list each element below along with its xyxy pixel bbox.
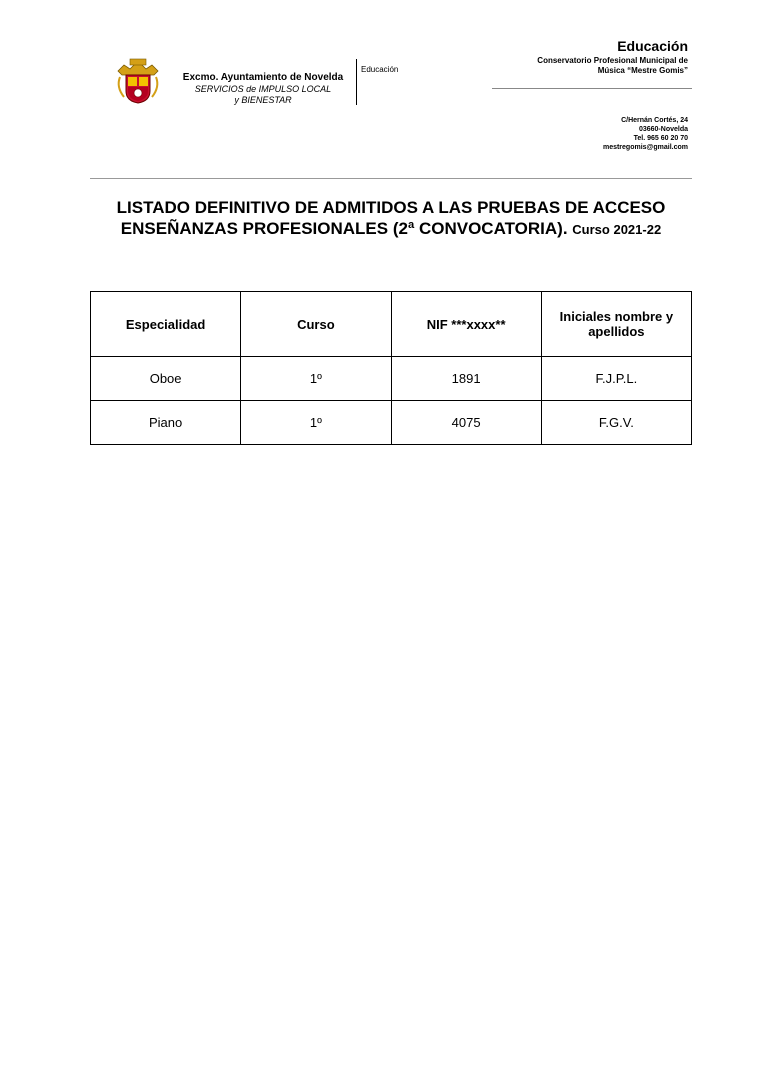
- title-line-1: LISTADO DEFINITIVO DE ADMITIDOS A LAS PRUEBAS DE ACCESO: [116, 198, 666, 217]
- department-label: Educación: [361, 65, 399, 74]
- header-divider: [356, 59, 357, 105]
- conservatory-name: [488, 56, 688, 76]
- header-especialidad: Especialidad: [91, 292, 241, 357]
- address-postcode: 03660-Novelda: [638, 126, 688, 133]
- cell-curso: 1º: [241, 357, 391, 401]
- cell-especialidad: Oboe: [91, 357, 241, 401]
- header-rule-right: [492, 88, 692, 89]
- address-block: [603, 116, 688, 152]
- address-email: mestregomis@gmail.com: [602, 144, 688, 151]
- header-nif: NIF ***xxxx**: [391, 292, 541, 357]
- header-iniciales: Iniciales nombre y apellidos: [541, 292, 691, 357]
- table-header-row: [91, 292, 692, 357]
- cell-especialidad: Piano: [91, 401, 241, 445]
- cell-iniciales: F.G.V.: [541, 401, 691, 445]
- admitted-table: [90, 291, 692, 445]
- conservatory-line-2: Música “Mestre Gomis”: [597, 66, 688, 75]
- title-line-2-main: ENSEÑANZAS PROFESIONALES (2ª CONVOCATORIA).: [120, 219, 568, 238]
- header-curso: Curso: [241, 292, 391, 357]
- organization-block: [168, 72, 358, 106]
- org-subtitle-1: SERVICIOS de IMPULSO LOCAL: [194, 84, 332, 94]
- address-street: C/Hernán Cortés, 24: [621, 117, 688, 124]
- document-title: [90, 197, 692, 240]
- org-subtitle-2: y BIENESTAR: [234, 95, 292, 105]
- department-title: Educación: [617, 38, 688, 54]
- cell-nif: 4075: [391, 401, 541, 445]
- cell-curso: 1º: [241, 401, 391, 445]
- org-name: Excmo. Ayuntamiento de Novelda: [182, 72, 344, 83]
- table-row: [91, 401, 692, 445]
- cell-iniciales: F.J.P.L.: [541, 357, 691, 401]
- table-row: [91, 357, 692, 401]
- cell-nif: 1891: [391, 357, 541, 401]
- header-separator: [90, 178, 692, 179]
- coat-of-arms-icon: [114, 57, 162, 105]
- title-course: Curso 2021-22: [572, 222, 662, 237]
- title-line-2: [90, 218, 692, 240]
- address-phone: Tel. 965 60 20 70: [633, 135, 688, 142]
- conservatory-line-1: Conservatorio Profesional Municipal de: [537, 56, 688, 65]
